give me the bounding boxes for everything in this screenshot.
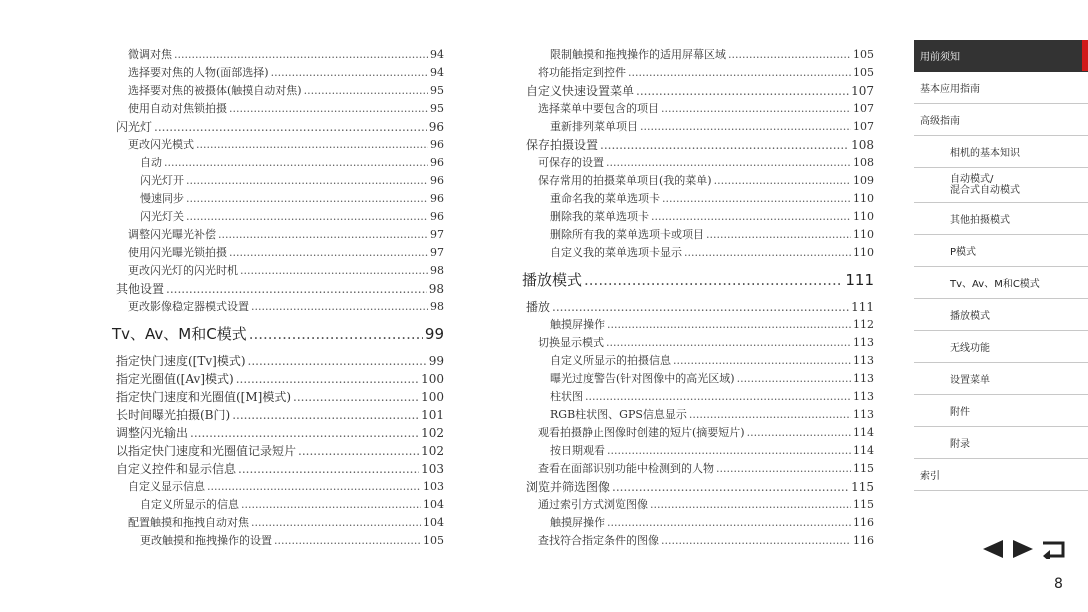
toc-entry[interactable] xyxy=(112,208,444,226)
prev-page-icon xyxy=(981,539,1005,559)
toc-entry[interactable] xyxy=(522,190,874,208)
toc-entry-title: 按日期观看 xyxy=(550,444,605,457)
toc-entry-page: 110 xyxy=(853,228,874,241)
dot-leader xyxy=(747,424,851,442)
return-button[interactable] xyxy=(1040,538,1066,560)
toc-entry-title: RGB柱状图、GPS信息显示 xyxy=(550,408,687,421)
toc-entry-page: 105 xyxy=(853,48,874,61)
toc-entry-title: 保存拍摄设置 xyxy=(526,138,599,152)
toc-entry-page: 96 xyxy=(430,210,444,223)
dot-leader xyxy=(274,532,421,550)
toc-entry[interactable] xyxy=(112,172,444,190)
toc-entry-page: 95 xyxy=(430,84,444,97)
toc-entry-title: 选择要对焦的人物(面部选择) xyxy=(128,66,269,79)
toc-entry-title: 将功能指定到控件 xyxy=(538,66,626,79)
sidebar-item-label: 附件 xyxy=(950,407,970,418)
toc-entry-page: 108 xyxy=(853,156,874,169)
toc-entry[interactable] xyxy=(112,424,444,442)
toc-entry-page: 102 xyxy=(421,444,444,458)
toc-entry[interactable] xyxy=(522,388,874,406)
toc-entry[interactable] xyxy=(522,460,874,478)
toc-entry-title: 曝光过度警告(针对图像中的高光区域) xyxy=(550,372,735,385)
toc-entry[interactable] xyxy=(112,190,444,208)
dot-leader xyxy=(232,406,419,424)
toc-entry-title: 切换显示模式 xyxy=(538,336,604,349)
toc-entry-page: 111 xyxy=(851,300,874,314)
toc-entry[interactable] xyxy=(112,226,444,244)
toc-entry-page: 103 xyxy=(423,480,444,493)
dot-leader xyxy=(661,100,851,118)
toc-entry-page: 113 xyxy=(853,354,874,367)
toc-entry[interactable] xyxy=(112,352,444,370)
dot-leader xyxy=(304,82,428,100)
toc-entry-page: 105 xyxy=(423,534,444,547)
toc-entry[interactable] xyxy=(522,100,874,118)
toc-entry-page: 100 xyxy=(421,372,444,386)
sidebar-item-label: 用前须知 xyxy=(920,52,960,63)
toc-entry-title: 自定义所显示的拍摄信息 xyxy=(550,354,671,367)
next-page-icon xyxy=(1011,539,1035,559)
toc-entry-page: 103 xyxy=(421,462,444,476)
sidebar-item-label: 高级指南 xyxy=(920,116,960,127)
sidebar-item[interactable] xyxy=(914,235,1088,267)
dot-leader xyxy=(248,352,427,370)
toc-column-left xyxy=(112,46,444,550)
dot-leader xyxy=(716,460,851,478)
toc-chapter-entry[interactable] xyxy=(522,266,874,294)
toc-entry-page: 107 xyxy=(853,120,874,133)
toc-entry-title: 自定义显示信息 xyxy=(128,480,205,493)
toc-entry-page: 115 xyxy=(853,462,874,475)
dot-leader xyxy=(164,154,428,172)
toc-entry-title: 指定快门速度([Tv]模式) xyxy=(116,354,246,368)
toc-entry[interactable] xyxy=(112,478,444,496)
dot-leader xyxy=(706,226,851,244)
toc-entry[interactable] xyxy=(522,82,874,100)
toc-entry-page: 113 xyxy=(853,390,874,403)
toc-entry-title: 其他设置 xyxy=(116,282,165,296)
toc-entry-page: 105 xyxy=(853,66,874,79)
page-navigation xyxy=(980,538,1066,560)
toc-entry-page: 108 xyxy=(851,138,874,152)
sidebar-item[interactable] xyxy=(914,72,1088,104)
toc-entry[interactable] xyxy=(112,154,444,172)
toc-entry-title: 长时间曝光拍摄(B门) xyxy=(116,408,231,422)
sidebar-item-label: 附录 xyxy=(950,439,970,450)
dot-leader xyxy=(241,496,421,514)
sidebar-item[interactable] xyxy=(914,363,1088,395)
toc-entry-title: 微调对焦 xyxy=(128,48,172,61)
sidebar-item[interactable] xyxy=(914,168,1088,203)
toc-entry-page: 98 xyxy=(430,264,444,277)
toc-entry-title: 自定义控件和显示信息 xyxy=(116,462,237,476)
toc-entry-page: 104 xyxy=(423,516,444,529)
toc-entry[interactable] xyxy=(112,136,444,154)
dot-leader xyxy=(607,316,851,334)
toc-entry-page: 113 xyxy=(853,336,874,349)
sidebar-item-label: 自动模式/ 混合式自动模式 xyxy=(950,174,1020,196)
toc-entry[interactable] xyxy=(522,514,874,532)
dot-leader xyxy=(628,64,851,82)
toc-entry-page: 112 xyxy=(853,318,874,331)
toc-entry-page: 98 xyxy=(430,300,444,313)
toc-entry-page: 113 xyxy=(853,408,874,421)
dot-leader xyxy=(236,370,419,388)
sidebar-item[interactable] xyxy=(914,136,1088,168)
toc-entry-title: 柱状图 xyxy=(550,390,583,403)
toc-entry[interactable] xyxy=(522,298,874,316)
toc-entry-page: 110 xyxy=(853,192,874,205)
toc-entry-title: 更改闪光模式 xyxy=(128,138,194,151)
toc-entry[interactable] xyxy=(522,46,874,64)
toc-entry-page: 96 xyxy=(430,174,444,187)
toc-entry[interactable] xyxy=(522,316,874,334)
toc-entry-title: 限制触摸和拖拽操作的适用屏幕区域 xyxy=(550,48,726,61)
sidebar-item[interactable] xyxy=(914,395,1088,427)
dot-leader xyxy=(293,388,419,406)
toc-entry[interactable] xyxy=(112,118,444,136)
toc-entry[interactable] xyxy=(522,208,874,226)
toc-entry-title: 选择要对焦的被摄体(触摸自动对焦) xyxy=(128,84,302,97)
toc-entry-page: 99 xyxy=(428,354,444,368)
sidebar-item[interactable] xyxy=(914,427,1088,459)
dot-leader xyxy=(271,64,428,82)
dot-leader xyxy=(662,190,851,208)
toc-entry-title: 重新排列菜单项目 xyxy=(550,120,638,133)
toc-entry-page: 115 xyxy=(851,480,874,494)
toc-entry-title: 播放 xyxy=(526,300,551,314)
dot-leader xyxy=(240,262,428,280)
toc-entry-page: 111 xyxy=(845,271,874,289)
toc-entry-page: 97 xyxy=(430,246,444,259)
dot-leader xyxy=(607,514,851,532)
toc-entry-page: 95 xyxy=(430,102,444,115)
toc-entry-page: 102 xyxy=(421,426,444,440)
toc-entry-page: 110 xyxy=(853,210,874,223)
sidebar-item[interactable] xyxy=(914,40,1088,72)
toc-entry-title: Tv、Av、M和C模式 xyxy=(112,325,247,343)
toc-entry[interactable] xyxy=(112,82,444,100)
toc-entry[interactable] xyxy=(112,532,444,550)
toc-entry-page: 94 xyxy=(430,66,444,79)
dot-leader xyxy=(196,136,428,154)
toc-entry-page: 96 xyxy=(430,192,444,205)
toc-entry-page: 114 xyxy=(853,426,874,439)
toc-entry-title: 观看拍摄静止图像时创建的短片(摘要短片) xyxy=(538,426,745,439)
return-icon xyxy=(1040,539,1066,559)
sidebar-item-label: P模式 xyxy=(950,247,977,258)
dot-leader xyxy=(640,118,851,136)
toc-entry-title: 通过索引方式浏览图像 xyxy=(538,498,648,511)
sidebar-item[interactable] xyxy=(914,299,1088,331)
dot-leader xyxy=(689,406,851,424)
toc-entry-page: 96 xyxy=(428,120,444,134)
toc-entry-title: 调整闪光曝光补偿 xyxy=(128,228,216,241)
toc-entry[interactable] xyxy=(522,172,874,190)
toc-entry-title: 重命名我的菜单选项卡 xyxy=(550,192,660,205)
sidebar-item-label: 相机的基本知识 xyxy=(950,148,1020,159)
toc-entry-page: 96 xyxy=(430,138,444,151)
toc-entry-page: 107 xyxy=(851,84,874,98)
toc-entry-title: 闪光灯关 xyxy=(140,210,184,223)
dot-leader xyxy=(600,136,849,154)
dot-leader xyxy=(249,320,423,348)
toc-entry-title: 更改影像稳定器模式设置 xyxy=(128,300,249,313)
toc-entry-title: 删除我的菜单选项卡 xyxy=(550,210,649,223)
toc-entry-title: 删除所有我的菜单选项卡或项目 xyxy=(550,228,704,241)
dot-leader xyxy=(174,46,428,64)
toc-entry[interactable] xyxy=(522,424,874,442)
toc-entry[interactable] xyxy=(522,442,874,460)
sidebar-item[interactable] xyxy=(914,203,1088,235)
toc-entry-page: 109 xyxy=(853,174,874,187)
page-number: 8 xyxy=(1054,576,1063,592)
toc-entry[interactable] xyxy=(112,64,444,82)
dot-leader xyxy=(636,82,849,100)
toc-entry-title: 指定光圈值([Av]模式) xyxy=(116,372,234,386)
prev-page-button[interactable] xyxy=(980,538,1006,560)
dot-leader xyxy=(651,208,851,226)
dot-leader xyxy=(552,298,849,316)
toc-entry[interactable] xyxy=(522,64,874,82)
toc-entry[interactable] xyxy=(112,406,444,424)
toc-entry-page: 113 xyxy=(853,372,874,385)
toc-entry-title: 可保存的设置 xyxy=(538,156,604,169)
toc-entry[interactable] xyxy=(112,100,444,118)
toc-entry-title: 以指定快门速度和光圈值记录短片 xyxy=(116,444,297,458)
toc-entry-title: 使用自动对焦锁拍摄 xyxy=(128,102,227,115)
toc-entry[interactable] xyxy=(522,352,874,370)
toc-entry-title: 调整闪光输出 xyxy=(116,426,189,440)
dot-leader xyxy=(607,442,851,460)
toc-entry-page: 116 xyxy=(853,516,874,529)
next-page-button[interactable] xyxy=(1010,538,1036,560)
dot-leader xyxy=(650,496,851,514)
sidebar-item-label: 索引 xyxy=(920,471,940,482)
toc-entry-title: 自定义所显示的信息 xyxy=(140,498,239,511)
toc-entry-title: 闪光灯开 xyxy=(140,174,184,187)
toc-entry-title: 自动 xyxy=(140,156,162,169)
dot-leader xyxy=(207,478,421,496)
toc-entry[interactable] xyxy=(112,514,444,532)
sidebar-item-label: 设置菜单 xyxy=(950,375,990,386)
toc-column-right xyxy=(522,46,874,550)
dot-leader xyxy=(684,244,851,262)
toc-entry-title: 更改闪光灯的闪光时机 xyxy=(128,264,238,277)
dot-leader xyxy=(251,298,428,316)
sidebar-item-label: 其他拍摄模式 xyxy=(950,215,1010,226)
toc-entry[interactable] xyxy=(112,388,444,406)
toc-entry[interactable] xyxy=(112,442,444,460)
toc-entry[interactable] xyxy=(522,154,874,172)
toc-entry[interactable] xyxy=(522,118,874,136)
toc-entry-title: 配置触摸和拖拽自动对焦 xyxy=(128,516,249,529)
toc-entry-title: 更改触摸和拖拽操作的设置 xyxy=(140,534,272,547)
toc-entry[interactable] xyxy=(112,298,444,316)
dot-leader xyxy=(186,208,428,226)
dot-leader xyxy=(606,154,851,172)
dot-leader xyxy=(229,244,428,262)
toc-entry[interactable] xyxy=(112,46,444,64)
dot-leader xyxy=(154,118,427,136)
toc-entry-page: 99 xyxy=(424,325,444,343)
dot-leader xyxy=(251,514,421,532)
toc-entry-title: 指定快门速度和光圈值([M]模式) xyxy=(116,390,292,404)
dot-leader xyxy=(190,424,419,442)
toc-entry[interactable] xyxy=(112,370,444,388)
sidebar-item-label: 基本应用指南 xyxy=(920,84,980,95)
sidebar-item-label: Tv、Av、M和C模式 xyxy=(950,279,1040,290)
toc-entry[interactable] xyxy=(112,280,444,298)
toc-entry-title: 查找符合指定条件的图像 xyxy=(538,534,659,547)
toc-entry-title: 播放模式 xyxy=(522,271,583,289)
toc-entry-page: 116 xyxy=(853,534,874,547)
toc-entry-title: 触摸屏操作 xyxy=(550,516,605,529)
dot-leader xyxy=(673,352,851,370)
toc-entry[interactable] xyxy=(522,406,874,424)
toc-entry[interactable] xyxy=(522,136,874,154)
toc-entry[interactable] xyxy=(522,532,874,550)
toc-entry-page: 114 xyxy=(853,444,874,457)
toc-entry-title: 查看在面部识别功能中检测到的人物 xyxy=(538,462,714,475)
toc-entry-page: 98 xyxy=(428,282,444,296)
toc-entry-title: 自定义我的菜单选项卡显示 xyxy=(550,246,682,259)
sidebar-item-label: 播放模式 xyxy=(950,311,990,322)
dot-leader xyxy=(186,172,428,190)
toc-entry[interactable] xyxy=(522,334,874,352)
toc-entry-page: 97 xyxy=(430,228,444,241)
toc-entry-title: 选择菜单中要包含的项目 xyxy=(538,102,659,115)
toc-entry-title: 保存常用的拍摄菜单项目(我的菜单) xyxy=(538,174,712,187)
sidebar-item[interactable] xyxy=(914,267,1088,299)
toc-entry-title: 慢速同步 xyxy=(140,192,184,205)
toc-entry[interactable] xyxy=(112,244,444,262)
toc-entry[interactable] xyxy=(522,478,874,496)
dot-leader xyxy=(606,334,851,352)
toc-entry-title: 闪光灯 xyxy=(116,120,153,134)
toc-entry-page: 96 xyxy=(430,156,444,169)
dot-leader xyxy=(585,388,851,406)
toc-entry[interactable] xyxy=(522,496,874,514)
dot-leader xyxy=(612,478,849,496)
dot-leader xyxy=(714,172,851,190)
toc-chapter-entry[interactable] xyxy=(112,320,444,348)
sidebar-item[interactable] xyxy=(914,459,1088,491)
sidebar-item[interactable] xyxy=(914,104,1088,136)
chapter-sidebar xyxy=(914,40,1088,491)
dot-leader xyxy=(737,370,851,388)
toc-entry-page: 100 xyxy=(421,390,444,404)
toc-entry[interactable] xyxy=(522,226,874,244)
toc-entry-page: 107 xyxy=(853,102,874,115)
toc-entry[interactable] xyxy=(112,262,444,280)
toc-entry[interactable] xyxy=(522,244,874,262)
dot-leader xyxy=(229,100,428,118)
dot-leader xyxy=(218,226,428,244)
toc-entry-title: 自定义快速设置菜单 xyxy=(526,84,635,98)
toc-entry[interactable] xyxy=(112,496,444,514)
dot-leader xyxy=(298,442,419,460)
toc-entry-page: 110 xyxy=(853,246,874,259)
toc-entry[interactable] xyxy=(522,370,874,388)
dot-leader xyxy=(238,460,419,478)
toc-entry-page: 101 xyxy=(421,408,444,422)
sidebar-item[interactable] xyxy=(914,331,1088,363)
toc-entry-title: 使用闪光曝光锁拍摄 xyxy=(128,246,227,259)
dot-leader xyxy=(728,46,851,64)
toc-entry-page: 94 xyxy=(430,48,444,61)
dot-leader xyxy=(166,280,427,298)
dot-leader xyxy=(186,190,428,208)
dot-leader xyxy=(661,532,851,550)
toc-entry[interactable] xyxy=(112,460,444,478)
toc-entry-title: 浏览并筛选图像 xyxy=(526,480,611,494)
toc-entry-page: 104 xyxy=(423,498,444,511)
sidebar-item-label: 无线功能 xyxy=(950,343,990,354)
dot-leader xyxy=(584,266,843,294)
toc-entry-page: 115 xyxy=(853,498,874,511)
toc-entry-title: 触摸屏操作 xyxy=(550,318,605,331)
